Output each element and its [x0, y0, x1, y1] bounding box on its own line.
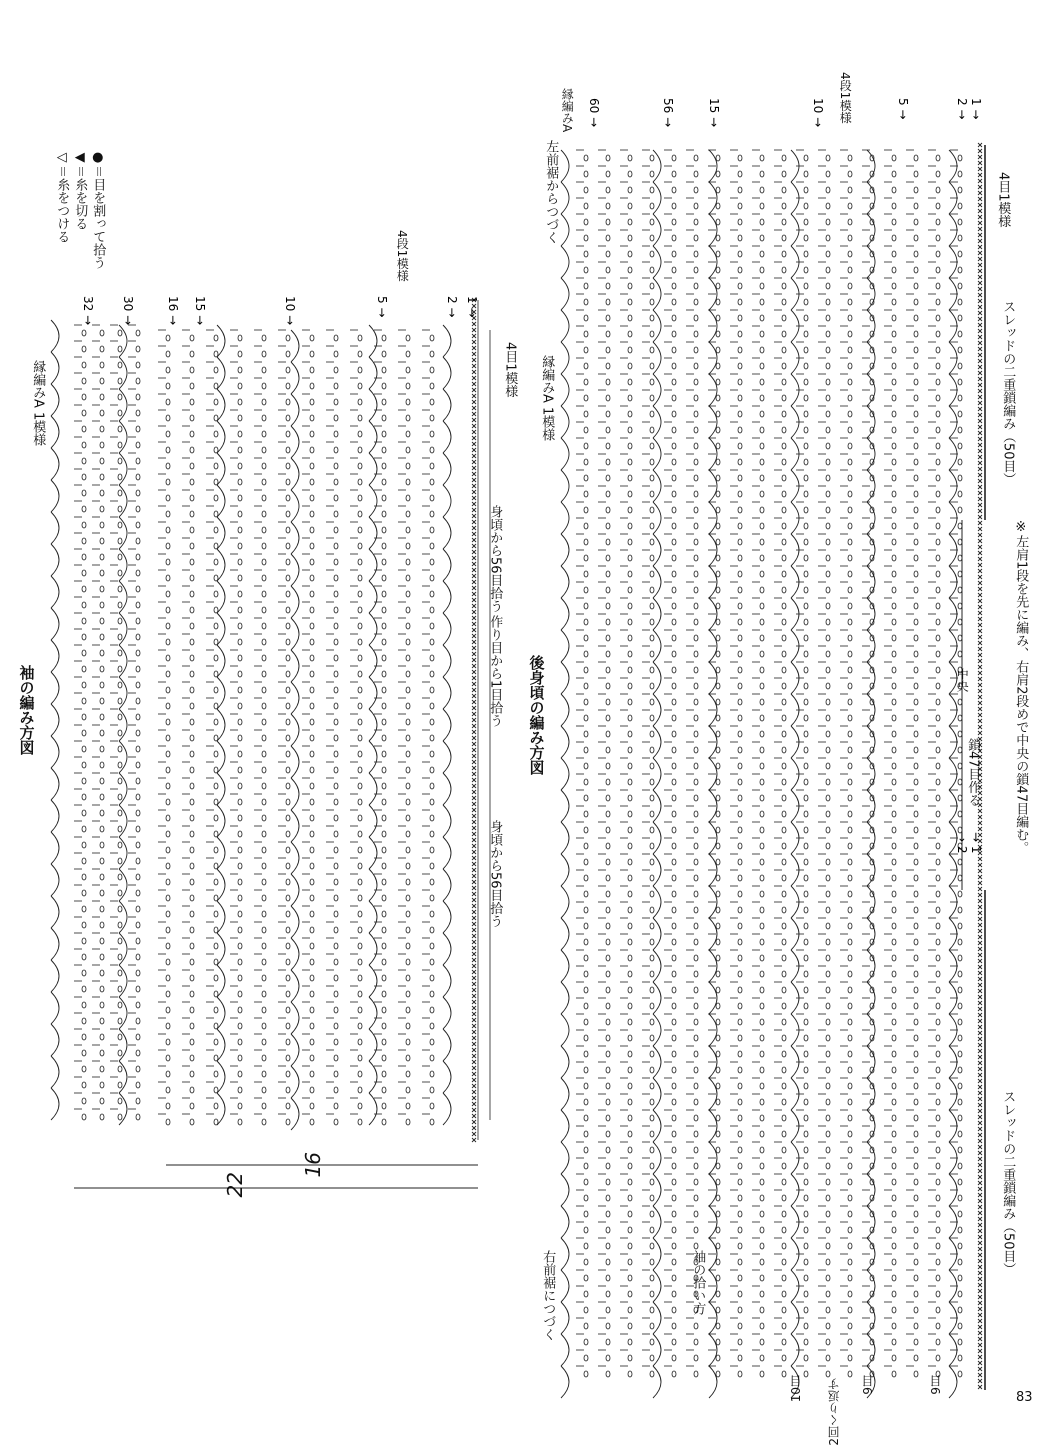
body-thread-chain-top: スレッドの二重鎖編み（50目） — [1000, 300, 1014, 486]
sleeve-pattern-label: 縁編みA 1模様 — [30, 360, 44, 446]
sleeve-fan-row-2 — [443, 325, 451, 1125]
sleeve-fan-row-30 — [119, 325, 127, 1125]
body-row-label-2: 2 → — [955, 98, 969, 120]
sleeve-row-label-16: 16 → — [166, 296, 180, 325]
body-pattern-label: 縁編みA 1模様 — [539, 355, 553, 441]
sleeve-pickup-center: 作り目から1目拾う — [487, 615, 501, 727]
legend-split-stitch: ●＝目を割って拾う — [90, 150, 104, 269]
body-center-row-label-2: → 2 — [955, 832, 969, 854]
body-join-right: 右前裾につづく — [540, 1250, 554, 1341]
legend-attach-yarn: ◁＝糸をつける — [54, 150, 68, 243]
body-pickup-9b: 9目 — [930, 1375, 943, 1395]
body-chart-title: 後身頃の編み方図 — [528, 655, 545, 775]
sleeve-row-label-1: 1 → — [465, 296, 479, 318]
body-center-mark: 中央 — [955, 668, 968, 692]
sleeve-chart-title: 袖の編み方図 — [18, 665, 35, 755]
body-row-label-60: 60 → — [587, 98, 601, 127]
sleeve-fan-row-14 — [217, 325, 225, 1125]
sleeve-row-label-10: 10 → — [283, 296, 297, 325]
body-row-label-1: 1 → — [969, 98, 983, 120]
sleeve-sc-row-1 — [472, 298, 476, 1142]
body-row-label-15: 15 → — [707, 98, 721, 127]
body-pickup-repeat: 2回くり返す — [828, 1378, 841, 1446]
sleeve-fan-row-10 — [291, 330, 299, 1130]
body-construction-note: ※左肩1段を先に編み、右肩2段めで中央の鎖47目編む。 — [1013, 520, 1027, 854]
body-edge-label: 縁編みA — [560, 88, 573, 132]
body-row-label-10: 10 → — [811, 98, 825, 127]
legend-cut-yarn: ◀＝糸を切る — [72, 150, 86, 230]
body-center-row-label-1: → 1 — [969, 832, 983, 854]
body-stitch-grid — [576, 150, 962, 1377]
sleeve-fan-row-5 — [369, 325, 377, 1125]
sleeve-bracket-label: 4段1模様 — [395, 230, 408, 281]
sleeve-row-label-15: 15 → — [193, 296, 207, 325]
sleeve-pickup-left: 身頃から56目拾う — [487, 820, 501, 928]
body-bracket-label: 4段1模様 — [838, 72, 851, 123]
sleeve-row-label-2: 2 → — [445, 296, 459, 318]
body-foundation-chain: 鎖47目作る — [965, 738, 979, 807]
sleeve-stitch-grid-lower — [158, 330, 434, 1125]
body-row-label-5: 5 → — [896, 98, 910, 120]
body-thread-chain-bottom: スレッドの二重鎖編み（50目） — [1000, 1090, 1014, 1276]
sleeve-row-label-30: 30 → — [121, 296, 135, 325]
sleeve-row-label-5: 5 → — [375, 296, 389, 318]
body-fan-row-56 — [653, 150, 661, 1398]
body-row-label-56: 56 → — [661, 98, 675, 127]
body-sleeve-pickup: 袖の拾い方 — [690, 1250, 704, 1315]
sleeve-edging-scallops — [51, 320, 59, 1120]
sleeve-pickup-right: 身頃から56目拾う — [487, 505, 501, 613]
body-repeat-label: 4目1模様 — [995, 172, 1009, 228]
sleeve-row-label-32: 32 → — [81, 296, 95, 325]
page-number: 83 — [1016, 1390, 1033, 1405]
body-pickup-9a: 9目 — [862, 1375, 875, 1395]
sleeve-dimension-22: 22 — [224, 1172, 246, 1197]
sleeve-repeat-label: 4目1模様 — [502, 342, 516, 398]
body-join-left: 左前裾からつづく — [543, 140, 557, 244]
sleeve-dimension-16: 16 — [302, 1152, 324, 1177]
sleeve-stitch-grid-upper — [74, 325, 140, 1120]
body-edging-scallops — [561, 150, 569, 1398]
body-pickup-10: 10目 — [790, 1375, 803, 1402]
